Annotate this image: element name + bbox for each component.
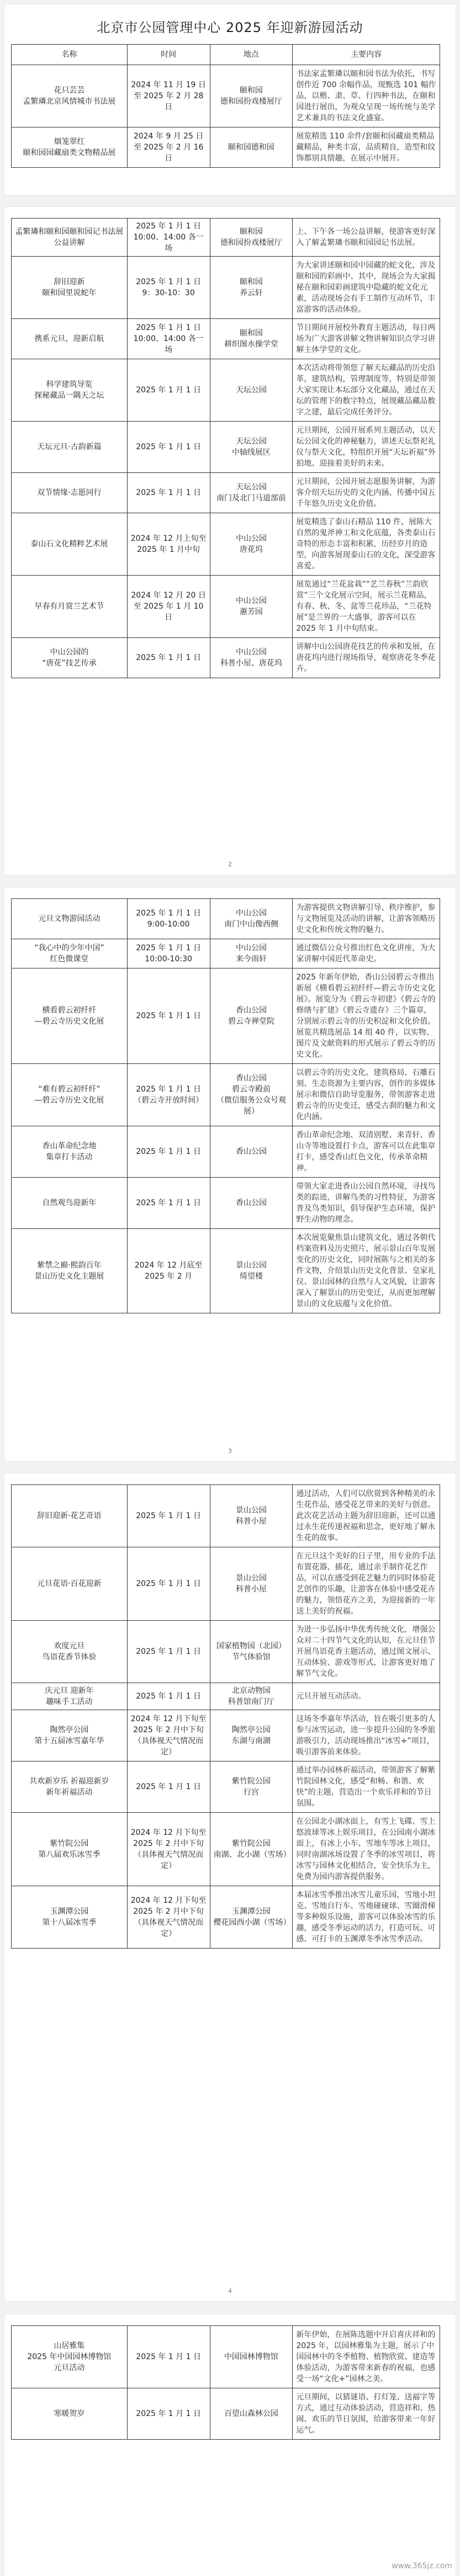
event-description: 元旦期间，公园开展志愿服务讲解，为游客介绍天坛历史的文化内涵、传播中国五千年悠久历史文化价值。 (293, 473, 440, 513)
event-time: 2024 年 11 月 19 日至 2025 年 2 月 28 日 (127, 65, 210, 127)
event-name: “我心中的少年中国” 红色微课堂 (12, 939, 128, 968)
event-name: 自然观鸟迎新年 (12, 1178, 128, 1229)
event-place: 中山公园 唐花坞 (210, 513, 293, 576)
table-row (12, 1485, 440, 1547)
table-row (12, 2326, 440, 2388)
header-time: 时间 (127, 45, 210, 65)
table-row (12, 1178, 440, 1229)
event-time: 2025 年 1 月 1 日 (127, 1547, 210, 1621)
event-place: 香山公园 碧云寺殿前 （微信服务公众号观展） (210, 1064, 293, 1126)
event-description: 元旦期间，公园开展系列主题活动，以天坛公园文化的神秘魅力，讲述天坛祭祀礼仪与祭天文化，特组织开展“天坛祈福”外拍地、迎接着美好的未来。 (293, 422, 440, 473)
event-time: 2025 年 1 月 1 日 10:00、14:00 各一场 (127, 219, 210, 257)
event-name: 欢度元旦 鸟语花香节体验 (12, 1621, 128, 1683)
event-place: 紫竹院公园 行宫 (210, 1761, 293, 1813)
event-place: 中山公园 来今雨轩 (210, 939, 293, 968)
table-row (12, 939, 440, 968)
table-row (12, 1126, 440, 1178)
event-name: 泰山石文化精粹艺术展 (12, 513, 128, 576)
event-place: 北京动物园 科普馆南门厅 (210, 1683, 293, 1710)
event-time: 2025 年 1 月 1 日 (127, 1178, 210, 1229)
event-place: 陶然亭公园 东湖与南湖 (210, 1710, 293, 1761)
event-time: 2024 年 12 月上旬至 2025 年 1 月中旬 (127, 513, 210, 576)
event-name: 紫竹院公园 第八届欢乐冰雪季 (12, 1813, 128, 1886)
event-place: 中山公园 科普小屋、唐花坞 (210, 638, 293, 678)
event-name: 寒暖贺岁 (12, 2388, 128, 2440)
event-time: 2025 年 1 月 1 日 (127, 473, 210, 513)
event-description: 通过举办园林祈福活动，带领游客了解紫竹院园林文化，感受“和畅、和谐、欢快”的主题，营造出一个欢乐祥和的节日氛围。 (293, 1761, 440, 1813)
event-name: 共欢新岁乐 祈福迎新岁 新年祈福活动 (12, 1761, 128, 1813)
event-time: 2025 年 1 月 1 日 10:00、14:00 各一场 (127, 319, 210, 359)
event-time: 2025 年 1 月 1 日 (127, 1761, 210, 1813)
table-row (12, 1683, 440, 1710)
event-description: 在公园北小湖冰面上，有雪上飞碟、雪上悠波球等冰上娱乐项目，在公园南小湖冰面上，有冰上小车、雪地车等冰上项目，同时南湖冰场设置了冬季的冰雪项目，将冰雪与园林文化相结合，安全快乐为主，免费为园内游客提供服务。 (293, 1813, 440, 1886)
site-watermark: www.365jz.com (392, 2562, 452, 2570)
events-table-page-2 (11, 218, 440, 678)
event-description: 讲解中山公园唐花技艺的传承和发展，在唐花坞内进行现场指导，观察唐花冬季花卉。 (293, 638, 440, 678)
event-description: 通过活动，人们可以欣赏到各种精美的永生花作品，感受花艺带来的美好与创意。此次花艺活动主题为辞旧迎新，还可以通过永生花传递祝福和思念，更好地了解永生花的故事。 (293, 1485, 440, 1547)
event-name: 山居雅集 2025 年中国园林博物馆 元旦活动 (12, 2326, 128, 2388)
table-row (12, 127, 440, 168)
document-title: 北京市公园管理中心 2025 年迎新游园活动 (97, 20, 363, 35)
page-number: 3 (228, 1447, 232, 1455)
event-time: 2024 年 12 月下旬至 2025 年 2 月中下旬（具体视天气情况而定） (127, 1710, 210, 1761)
table-row (12, 513, 440, 576)
event-name: 紫禁之巅·熙韵百年 景山历史文化主题展 (12, 1229, 128, 1313)
event-place: 天坛公园 (210, 359, 293, 422)
event-name: 横看碧云初纤纤 —碧云寺历史文化展 (12, 968, 128, 1064)
table-row (12, 2388, 440, 2440)
event-place: 百望山森林公园 (210, 2388, 293, 2440)
events-table-page-1 (11, 44, 440, 168)
event-name: 元旦文物游园活动 (12, 899, 128, 939)
event-time: 2025 年 1 月 1 日 (127, 968, 210, 1064)
event-name: 辞旧迎新 颐和园里说蛇年 (12, 257, 128, 319)
event-description: 通过微信公众号推出红色文化讲座，为大家讲解中国近代革命史。 (293, 939, 440, 968)
event-time: 2024 年 12 月下旬至 2025 年 2 月中下旬（具体视天气情况而定） (127, 1886, 210, 1949)
event-time: 2025 年 1 月 1 日 (127, 1126, 210, 1178)
event-time: 2025 年 1 月 1 日 9:00-10:00 (127, 899, 210, 939)
event-name: 孟繁璘和颐和园颐和园记书法展公益讲解 (12, 219, 128, 257)
event-name: 早春有月赏兰艺术节 (12, 576, 128, 638)
event-name: 辞旧迎新·花艺奇语 (12, 1485, 128, 1547)
event-description: 以碧云寺的历史文化、建筑格局、石雕石刻、生态资源为主要内容，创作的多媒体展示和微信自助导览服务，带领游客走进碧云寺的历史变迁，感受古刹的魅力和文化内涵。 (293, 1064, 440, 1126)
table-row (12, 1886, 440, 1949)
event-description: 元旦开展互动活动。 (293, 1683, 440, 1710)
table-row (12, 638, 440, 678)
event-description: 元旦期间，以猜谜语、打灯笼、送福字等方式，通过互动体验活动，营造祥和、热闹、欢乐的节日氛围，给游客带来一年好运气。 (293, 2388, 440, 2440)
table-row (12, 1761, 440, 1813)
event-name: 携系元旦，迎新启航 (12, 319, 128, 359)
event-place: 景山公园 科普小屋 (210, 1547, 293, 1621)
event-place: 颐和园 德和园扮戏楼展厅 (210, 219, 293, 257)
event-description: 展览精选了泰山石精品 110 件，展陈大自然的鬼斧神工和文化底蕴，各类泰山石奇特的形态丰富和积累，历经岁月的造型，向游客展现泰山石的文化，深受游客喜爱。 (293, 513, 440, 576)
event-description: 本次活动将带领您了解天坛藏品的历史沿革，建筑结构，管理制度等，特别是带领大家实现让本坛部分文化藏品，通过在天坛的管理下的数字特点，展现藏品藏品数字之建，最后完成任务评分。 (293, 359, 440, 422)
event-place: 天坛公园 南门及北门马道部前 (210, 473, 293, 513)
event-name: 香山革命纪念地 集章打卡活动 (12, 1126, 128, 1178)
header-name: 名称 (12, 45, 128, 65)
event-time: 2025 年 1 月 1 日 (127, 2326, 210, 2388)
event-place: 中山公园 蕙芳园 (210, 576, 293, 638)
events-table-page-4 (11, 1484, 440, 1949)
table-row (12, 1547, 440, 1621)
event-time: 2024 年 12 月底至 2025 年 2 月 (127, 1229, 210, 1313)
event-place: 国家植物园（北园） 节气体验馆 (210, 1621, 293, 1683)
table-row (12, 1813, 440, 1886)
table-row (12, 1710, 440, 1761)
event-place: 颐和园德和园 (210, 127, 293, 168)
event-name: 元旦花语·百花迎新 (12, 1547, 128, 1621)
event-name: 玉渊潭公园 第十八届冰雪季 (12, 1886, 128, 1949)
event-name: 花只芸芸 孟繁璘北京风情城市书法展 (12, 65, 128, 127)
event-place: 颐和园 德和园扮戏楼展厅 (210, 65, 293, 127)
event-description: 为大家讲述颐和园中园藏的蛇文化，涉及颐和园的彩画中、其中，现场会为大家揭秘在颐和园彩画建筑中隐藏的蛇文化元素，活动现场会有手工制作互动环节，丰富游客的活动体验。 (293, 257, 440, 319)
table-row (12, 1229, 440, 1313)
event-name: 双节情缘·志愿同行 (12, 473, 128, 513)
table-row (12, 319, 440, 359)
table-row (12, 219, 440, 257)
table-row (12, 968, 440, 1064)
event-description: 展览精选 110 余件/套颐和园藏扇类精品藏精品，种类丰富，品质精良，造型和纹饰都别具情趣，在展示中展开。 (293, 127, 440, 168)
events-table-page-5 (11, 2325, 440, 2440)
event-time: 2025 年 1 月 1 日 9：30-10：30 (127, 257, 210, 319)
event-time: 2025 年 1 月 1 日 10:00-10:30 (127, 939, 210, 968)
page-number: 2 (228, 861, 232, 868)
event-place: 香山公园 (210, 1178, 293, 1229)
event-time: 2024 年 9 月 25 日至 2025 年 2 月 16 日 (127, 127, 210, 168)
event-description: 本届冰雪季推出冰雪儿童乐园，雪地小坦克、雪地自行车、雪地碰碰球、雪圈滑梯等多种娱乐设施，游客可以体验冰雪的乐趣，感受冬季运动的活力，打造可玩、可感、可打卡的玉渊潭冬季冰雪季活动。 (293, 1886, 440, 1949)
event-description: 展览通过“兰花盆栽”“艺兰春秋”兰韵欣赏”三个文化展示空间，展示兰花精品，有春、秋、冬、盆等兰花珍品，“兰花特展”是兰界的一大盛事，游客可以在 2025 年 1 月中旬结束。 (293, 576, 440, 638)
event-description: 为游客提供文物讲解引导、秩序维护，参与文物展览及活动的讲解，让游客领略历史文化和传统文物的魅力。 (293, 899, 440, 939)
event-place: 颐和园 养云轩 (210, 257, 293, 319)
table-row (12, 65, 440, 127)
event-time: 2025 年 1 月 1 日 (127, 422, 210, 473)
event-place: 中国园林博物馆 (210, 2326, 293, 2388)
event-place: 紫竹院公园 南湖、北小湖（雪场） (210, 1813, 293, 1886)
event-name: 中山公园的 “唐花”技艺传承 (12, 638, 128, 678)
event-name: 烟笼翠红 颐和园园藏扇类文物精品展 (12, 127, 128, 168)
event-description: 在元旦这个美好的日子里，用专业的手法布置花器、插花，通过亲手制作花艺作品，可以在感受到花艺魅力的同时体验花艺创作的乐趣，让游客在体验中感受花卉的魅力，领悟花卉之美，为迎接新的一年送上美好的祝福。 (293, 1547, 440, 1621)
event-time: 2025 年 1 月 1 日 (127, 638, 210, 678)
event-name: 天坛元旦·古韵新篇 (12, 422, 128, 473)
table-row (12, 257, 440, 319)
event-name: “难有碧云初纤纤” —碧云寺历史文化展 (12, 1064, 128, 1126)
event-description: 新年伊始，在展陈选题中开启喜庆祥和的 2025 年，以园林雅集为主题，展示了中国园林中的冬季植物、植物欣赏、建造等体验活动，为游客带来新春的祝福，也感受一场“文化+”园林之美。 (293, 2326, 440, 2388)
event-time: 2025 年 1 月 1 日 (127, 2388, 210, 2440)
event-time: 2025 年 1 月 1 日 (127, 1683, 210, 1710)
event-time: 2025 年 1 月 1 日 (127, 1621, 210, 1683)
event-place: 景山公园 科普小屋 (210, 1485, 293, 1547)
table-row (12, 899, 440, 939)
event-description: 这场冬季嘉年华活动，旨在吸引更多的人参与冰雪运动，进一步提升公园的冬季旅游吸引力，活动现场推出“冰雪+”项目，吸引游客前来体验。 (293, 1710, 440, 1761)
event-description: 为进一步弘扬中华优秀传统文化，增强公众对二十四节气文化的认知，在元旦佳节开展鸟语花香主题活动，通过图文展示、互动体验、游戏等形式，让游客更好地了解节气文化。 (293, 1621, 440, 1683)
page-number: 4 (228, 2287, 232, 2295)
table-row (12, 1064, 440, 1126)
events-table-page-3 (11, 898, 440, 1313)
event-description: 上、下午各一场公益讲解，使游客更好深入了解孟繁璘书颐和园园记书法展。 (293, 219, 440, 257)
table-header-row (12, 45, 440, 65)
table-row (12, 576, 440, 638)
header-content: 主要内容 (293, 45, 440, 65)
event-description: 2025 年新年伊始，香山公园碧云寺推出新展《横看碧云初纤纤—碧云寺历史文化展》。展览分为《碧云寺初建》《碧云寺的修缮与扩建》《碧云寺遗存》三个篇章，分别展示碧云寺的历史积淀和文化价值。展览共精选展品 14 组 40 件，以实物、图片及文献资料的形式展示了碧云寺的历史文化。 (293, 968, 440, 1064)
event-place: 景山公园 绮望楼 (210, 1229, 293, 1313)
event-description: 书法家孟繁璘以颐和园书法为依托，书写创作近 700 余幅作品，现甄选 101 幅作品，以楷、隶、草、行四种书法，在颐和园进行展出，为观众呈现一场传统与美学艺术兼具的书法文化盛宴。 (293, 65, 440, 127)
event-description: 带领大家走进香山公园自然环境，寻找鸟类的踪迹，讲解鸟类的习性特征，为游客普及鸟类知识，倡导保护生态环境，保护野生动物的理念。 (293, 1178, 440, 1229)
event-time: 2025 年 1 月 1 日 (127, 1485, 210, 1547)
event-description: 本次展览聚焦景山建筑文化，通过各朝代档案资料及历史照片，展示景山百年发展变化的历史文化，同时展陈与之相关的多件文物，介绍景山历史文化背景、皇家礼仪、景山园林的自然与人文风貌，让游客深入了解景山的历史变迁，从而更加理解景山的文化底蕴与文化价值。 (293, 1229, 440, 1313)
event-name: 庆元旦 迎新年 趣味手工活动 (12, 1683, 128, 1710)
event-name: 陶然亭公园 第十五届冰雪嘉年华 (12, 1710, 128, 1761)
table-row (12, 422, 440, 473)
event-name: 科学建筑导览 探秘藏品一隅天之坛 (12, 359, 128, 422)
event-description: 节日期间开展校外教育主题活动，每日两场为广大游客讲解文物讲解知识点学习讲解主体学堂的文化。 (293, 319, 440, 359)
event-place: 香山公园 (210, 1126, 293, 1178)
event-place: 香山公园 碧云寺禅堂院 (210, 968, 293, 1064)
event-time: 2025 年 1 月 1 日 （碧云寺开放时间） (127, 1064, 210, 1126)
event-place: 中山公园 南门中山像西侧 (210, 899, 293, 939)
event-time: 2025 年 1 月 1 日 (127, 359, 210, 422)
table-row (12, 359, 440, 422)
header-place: 地点 (210, 45, 293, 65)
event-time: 2024 年 12 月 20 日至 2025 年 1 月 10 日 (127, 576, 210, 638)
event-place: 颐和园 耕织图水操学堂 (210, 319, 293, 359)
event-time: 2024 年 12 月下旬至 2025 年 2 月中下旬（具体视天气情况而定） (127, 1813, 210, 1886)
event-place: 玉渊潭公园 樱花园西小湖（雪场） (210, 1886, 293, 1949)
event-description: 香山革命纪念地、双清别墅、来青轩、香山寺等地设置打卡点，游客可以在此集章打卡，感受香山红色文化，传承革命精神。 (293, 1126, 440, 1178)
table-row (12, 1621, 440, 1683)
event-place: 天坛公园 中轴线展区 (210, 422, 293, 473)
table-row (12, 473, 440, 513)
